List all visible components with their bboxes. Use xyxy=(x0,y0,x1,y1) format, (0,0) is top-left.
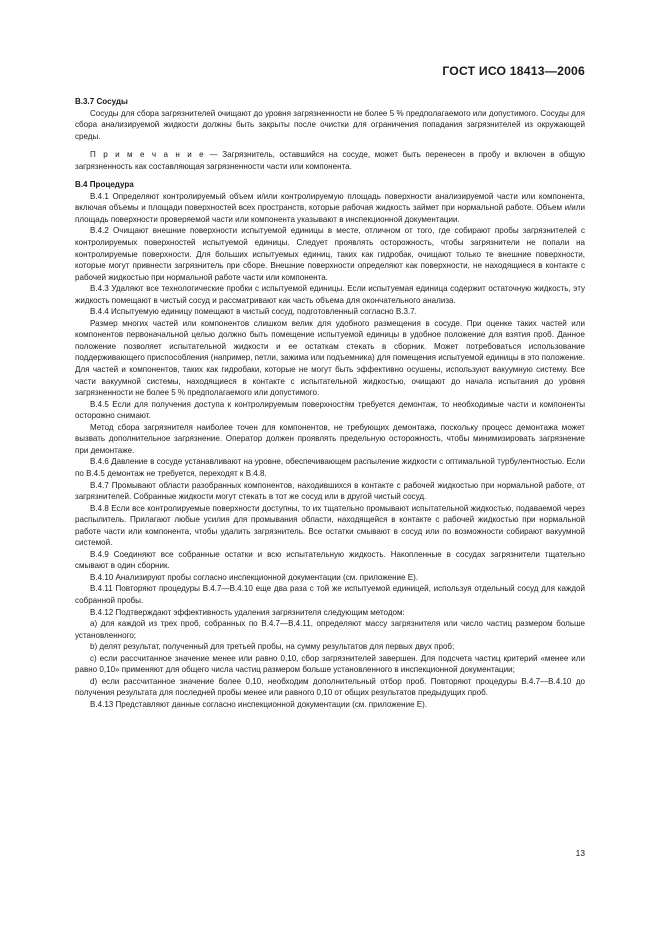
paragraph: В.4.7 Промывают области разобранных компонентов, находившихся в контакте с рабочей жидкостью при нормальной работе, от загрязнителей. Собранные жидкости могут стекать в тот же сосуд или в другой чистый сосуд. xyxy=(75,480,585,502)
document-code: ГОСТ ИСО 18413—2006 xyxy=(442,64,585,78)
paragraph: Сосуды для сбора загрязнителей очищают до уровня загрязненности не более 5 % предполагаемого или допустимого. Сосуды для сбора анализируемой жидкости должны быть закрыты после очистки для ограничения попадания загрязнителей из окружающей среды. xyxy=(75,108,585,141)
paragraph: В.4.10 Анализируют пробы согласно инспекционной документации (см. приложение Е). xyxy=(90,572,419,582)
paragraph: В.4.2 Очищают внешние поверхности испытуемой единицы в месте, отличном от того, где собирают пробы загрязнителей с контролируемых поверхностей испытуемой единицы. Следует проявлять осторожность, чтобы загрязнители не попали на контролируемые поверхности. Для больших испытуемых единиц, таких как гидробак, очищают только те внешние поверхности, которые могут привнести загрязнитель при сборе. Внешние поверхности определяют как поверхности, не находящиеся в контакте с рабочей жидкостью при нормальной работе части или компонента. xyxy=(75,226,585,282)
paragraph: В.4.3 Удаляют все технологические пробки с испытуемой единицы. Если испытуемая единица содержит остаточную жидкость, эту жидкость помещают в чистый сосуд и рассматривают как часть объема для окончательного анализа. xyxy=(75,284,585,305)
list-item: а) для каждой из трех проб, собранных по В.4.7—В.4.11, определяют массу загрязнителя или число частиц размером больше установленного; xyxy=(75,619,585,640)
note xyxy=(75,149,585,172)
paragraph: В.4.12 Подтверждают эффективность удаления загрязнителя следующим методом: xyxy=(90,607,405,617)
paragraph: В.4.8 Если все контролируемые поверхности доступны, то их тщательно промывают испытательной жидкостью, подаваемой через распылитель. Прилагают любые усилия для промывания области, находящейся в контакте с рабочей жидкостью при нормальной работе части или компонента, чтобы удалить загрязнитель. Все остатки смывают в сосуд или по возможности собирают вакуумной системой. xyxy=(75,503,585,548)
note-text: — Загрязнитель, оставшийся на сосуде, может быть перенесен в пробу и включен в общую загрязненность как составляющая загрязненности части или компонента. xyxy=(75,150,585,171)
paragraph: В.4.5 Если для получения доступа к контролируемым поверхностям требуется демонтаж, то необходимые части и компоненты осторожно снимают. xyxy=(75,399,585,421)
document-body xyxy=(75,96,585,710)
page-number: 13 xyxy=(575,848,585,858)
paragraph: Размер многих частей или компонентов слишком велик для удобного размещения в сосуде. При оценке таких частей или компонентов первоначальной целью должно быть помещение испытуемой единицы в удобное положение для взятия проб. Данное положение позволяет испытательной жидкости и ее остаткам стекать в сборник. Может потребоваться использование поддерживающего приспособления (например, петли, зажима или подъемника) для помещения испытуемой единицы в это положение. Для частей и компонентов, таких как гидробаки, которые не могут быть эффективно осушены, используют вакуумную систему. Все части вакуумной системы, находящиеся в контакте с испытательной жидкостью, очищают до начала испытания до уровня загрязненности не более 5 % предполагаемого или допустимого. xyxy=(75,318,585,398)
paragraph: В.4.4 Испытуемую единицу помещают в чистый сосуд, подготовленный согласно В.3.7. xyxy=(90,307,417,317)
paragraph: В.4.6 Давление в сосуде устанавливают на уровне, обеспечивающем распыление жидкости с оптимальной турбулентностью. Если по В.4.5 демонтаж не требуется, переходят к В.4.8. xyxy=(75,457,585,478)
paragraph: В.4.11 Повторяют процедуры В.4.7—В.4.10 еще два раза с той же испытуемой единицей, используя отдельный сосуд для каждой собранной пробы. xyxy=(75,584,585,605)
list-item: b) делят результат, полученный для третьей пробы, на сумму результатов для первых двух проб; xyxy=(90,642,455,652)
paragraph: Метод сбора загрязнителя наиболее точен для компонентов, не требующих демонтажа, поскольку процесс демонтажа может вызвать дополнительное загрязнение. Оператор должен проявлять предельную осторожность, чтобы минимизировать загрязнение при демонтаже. xyxy=(75,422,585,455)
section-title-b37: В.3.7 Сосуды xyxy=(75,97,128,106)
section-title-b4: В.4 Процедура xyxy=(75,180,134,190)
paragraph: В.4.9 Соединяют все собранные остатки и всю испытательную жидкость. Накопленные в сосудах загрязнители тщательно смывают в один сборник. xyxy=(75,549,585,571)
paragraph: В.4.1 Определяют контролируемый объем и/или контролируемую площадь поверхности анализируемой части или компонента, включая объемы и площади поверхностей всех пространств, которые рабочая жидкость займет при нормальной работе. Объем и/или площадь поверхности проверяемой части или компонента указывают в инспекционной документации. xyxy=(75,191,585,224)
list-item: d) если рассчитанное значение более 0,10, необходим дополнительный отбор проб. Повторяют процедуры В.4.7—В.4.10 до получения результата для последней пробы менее или равного 0,10 от общих результатов предыдущих проб. xyxy=(75,676,585,698)
note-label: П р и м е ч а н и е xyxy=(90,150,206,160)
paragraph: В.4.13 Представляют данные согласно инспекционной документации (см. приложение Е). xyxy=(90,699,428,709)
list-item: c) если рассчитанное значение менее или равно 0,10, сбор загрязнителей завершен. Для подсчета частиц критерий «менее или равно 0,10» применяют для общего числа частиц размером больше установленного в инспекционной документации; xyxy=(75,653,585,675)
